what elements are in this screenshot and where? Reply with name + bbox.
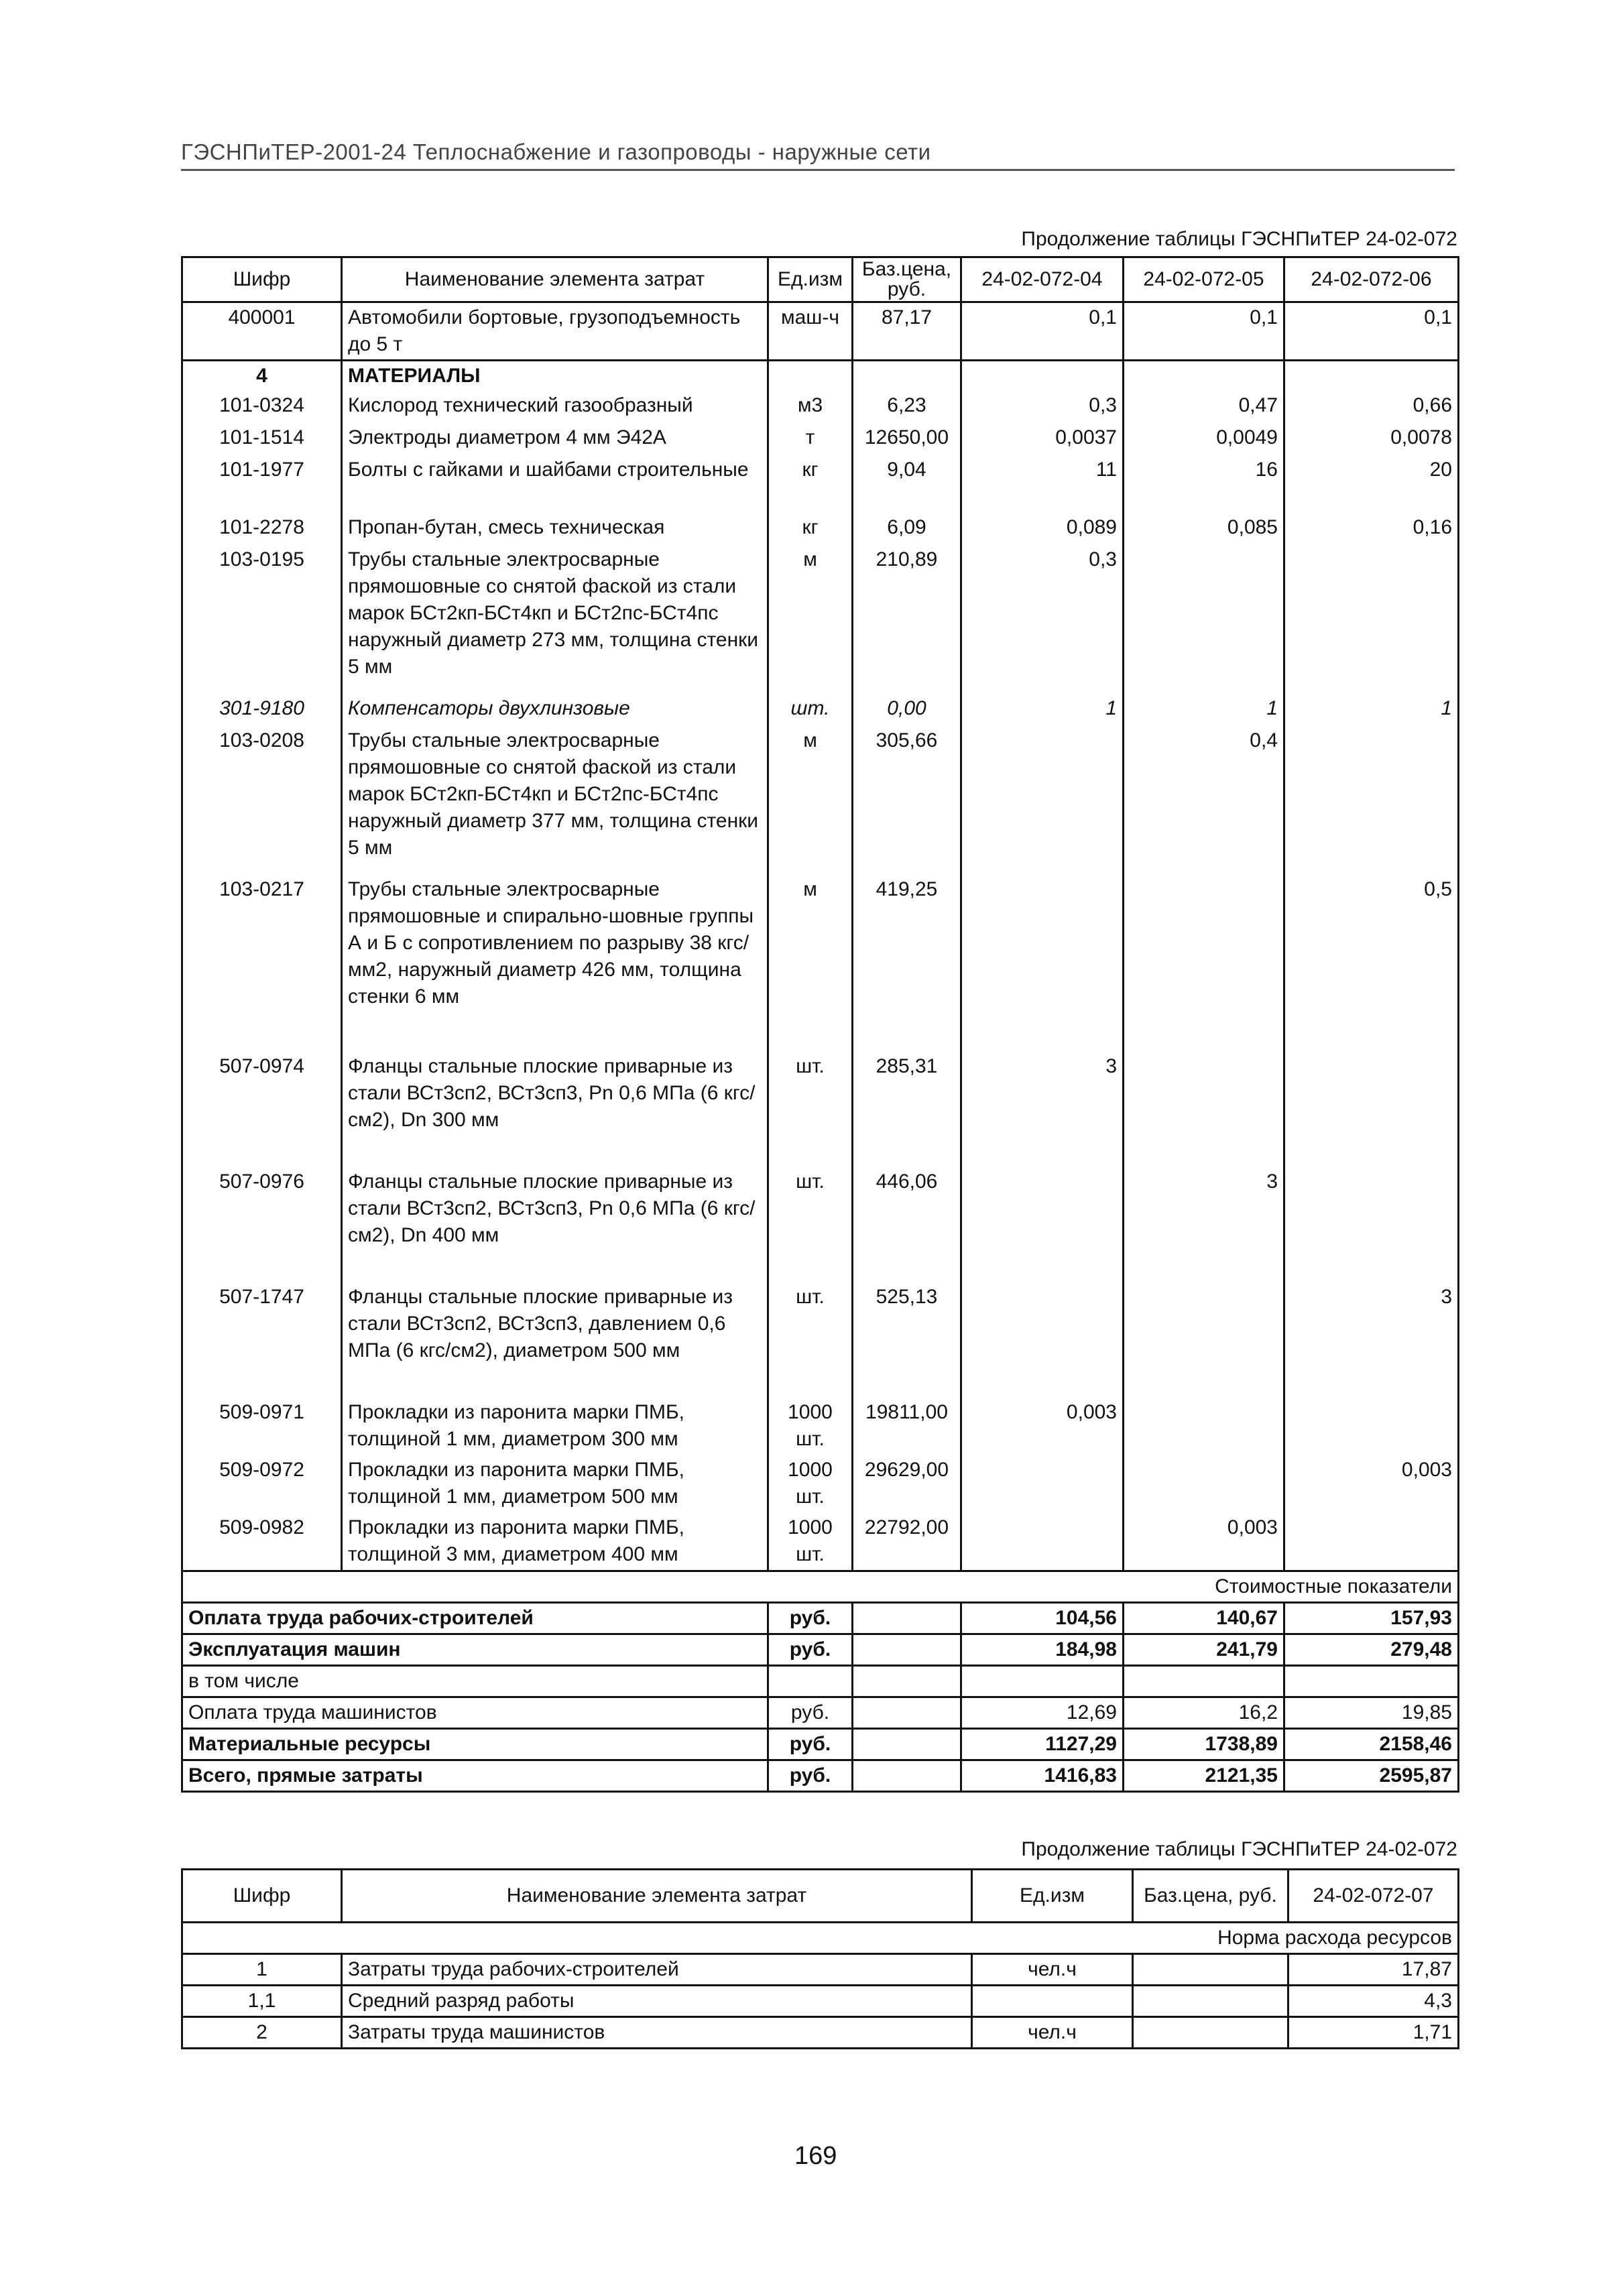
table-row [182,875,1459,1052]
cell-unit: чел.ч [972,2017,1133,2049]
summary-value-04: 104,56 [961,1602,1124,1634]
cell-name: Фланцы стальные плоские приварные из стали ВСт3сп2, ВСт3сп3, Pn 0,6 МПа (6 кгс/см2), Dn 300 мм [342,1052,768,1167]
summary-label: Оплата труда рабочих-строителей [182,1602,768,1634]
cell-name: Электроды диаметром 4 мм Э42А [342,423,768,455]
cell-value-06 [1284,1167,1459,1282]
cell-value-06 [1284,361,1459,391]
cell-code: 2 [182,2017,342,2049]
cell-value-05 [1124,1282,1284,1398]
summary-price-empty [853,1665,961,1697]
col-name: Наименование элемента затрат [342,257,768,302]
summary-unit: руб. [768,1697,853,1728]
cell-value-06: 0,003 [1284,1455,1459,1513]
summary-value-06: 19,85 [1284,1697,1459,1728]
cell-unit [972,1986,1133,2017]
cell-price: 9,04 [853,455,961,513]
cell-code: 103-0195 [182,545,342,694]
summary-row [182,1634,1459,1665]
summary-price-empty [853,1760,961,1791]
summary-value-05 [1124,1665,1284,1697]
cell-price [1133,1986,1288,2017]
cell-value-05: 1 [1124,694,1284,726]
cell-code: 101-1514 [182,423,342,455]
cell-code: 4 [182,361,342,391]
cell-name: Прокладки из паронита марки ПМБ, толщиной 1 мм, диаметром 300 мм [342,1398,768,1455]
cell-value-05: 0,1 [1124,302,1284,361]
summary-value-06: 2595,87 [1284,1760,1459,1791]
summary-price-empty [853,1697,961,1728]
cell-name: Кислород технический газообразный [342,391,768,423]
cell-unit: 1000 шт. [768,1455,853,1513]
indicators-header-row [182,1571,1459,1602]
summary-price-empty [853,1634,961,1665]
cell-name: Пропан-бутан, смесь техническая [342,513,768,545]
col-price: Баз.цена, руб. [1133,1870,1288,1923]
table-row [182,1986,1459,2017]
cell-value-04: 0,089 [961,513,1124,545]
cell-unit: кг [768,513,853,545]
cell-value-06 [1284,726,1459,875]
table-row [182,1167,1459,1282]
cell-code: 1 [182,1954,342,1986]
cell-unit: чел.ч [972,1954,1133,1986]
cell-value-05: 0,47 [1124,391,1284,423]
table-header-row [182,257,1459,302]
summary-value-06 [1284,1665,1459,1697]
table-row [182,1282,1459,1398]
col-unit: Ед.изм [972,1870,1133,1923]
summary-row [182,1697,1459,1728]
cell-value-05: 0,085 [1124,513,1284,545]
indicators-header: Стоимостные показатели [182,1571,1459,1602]
summary-row [182,1760,1459,1791]
cell-name: Трубы стальные электросварные прямошовные со снятой фаской из стали марок БСт2кп-БСт4кп и БСт2пс-БСт4пс наружный диаметр 377 мм, толщина стенки 5 мм [342,726,768,875]
cell-value-05: 0,0049 [1124,423,1284,455]
summary-value-06: 2158,46 [1284,1728,1459,1760]
table-row [182,423,1459,455]
summary-price-empty [853,1602,961,1634]
cell-code: 301-9180 [182,694,342,726]
cell-name: Болты с гайками и шайбами строительные [342,455,768,513]
table-header-row [182,1870,1459,1923]
cell-code: 400001 [182,302,342,361]
col-price: Баз.цена, руб. [853,257,961,302]
col-code: Шифр [182,1870,342,1923]
cell-value: 17,87 [1288,1954,1459,1986]
cell-name: Автомобили бортовые, грузоподъемность до 5 т [342,302,768,361]
cell-unit: 1000 шт. [768,1513,853,1571]
cell-unit: м3 [768,391,853,423]
cell-value-06 [1284,545,1459,694]
summary-value-05: 241,79 [1124,1634,1284,1665]
cell-value-05 [1124,875,1284,1052]
section-row [182,361,1459,391]
cell-value-04: 0,3 [961,391,1124,423]
summary-value-06: 279,48 [1284,1634,1459,1665]
cell-value-06 [1284,1052,1459,1167]
cell-price: 22792,00 [853,1513,961,1571]
cell-value-05 [1124,1398,1284,1455]
cell-value-04 [961,726,1124,875]
summary-unit: руб. [768,1728,853,1760]
summary-row [182,1728,1459,1760]
cell-price: 285,31 [853,1052,961,1167]
cell-value-05: 0,003 [1124,1513,1284,1571]
cell-name: Фланцы стальные плоские приварные из стали ВСт3сп2, ВСт3сп3, Pn 0,6 МПа (6 кгс/см2), Dn 400 мм [342,1167,768,1282]
cell-value-04: 11 [961,455,1124,513]
cell-value-05 [1124,1052,1284,1167]
cell-price: 305,66 [853,726,961,875]
cell-code: 101-2278 [182,513,342,545]
cell-name: Прокладки из паронита марки ПМБ, толщиной 1 мм, диаметром 500 мм [342,1455,768,1513]
table-row [182,1513,1459,1571]
cell-value-06: 3 [1284,1282,1459,1398]
table-row [182,1398,1459,1455]
cell-name: Затраты труда машинистов [342,2017,972,2049]
summary-unit: руб. [768,1602,853,1634]
cell-price [853,361,961,391]
cell-value-04: 3 [961,1052,1124,1167]
cell-value-04 [961,361,1124,391]
cell-name: Трубы стальные электросварные прямошовные и спирально-шовные группы А и Б с сопротивлением по разрыву 38 кгс/мм2, наружный диаметр 426 мм, толщина стенки 6 мм [342,875,768,1052]
cell-code: 101-0324 [182,391,342,423]
summary-label: Всего, прямые затраты [182,1760,768,1791]
summary-value-04 [961,1665,1124,1697]
cell-price: 6,23 [853,391,961,423]
col-code: Шифр [182,257,342,302]
table-row [182,455,1459,513]
summary-value-04: 1127,29 [961,1728,1124,1760]
summary-unit: руб. [768,1760,853,1791]
cell-unit: м [768,726,853,875]
col-unit: Ед.изм [768,257,853,302]
col-name: Наименование элемента затрат [342,1870,972,1923]
cell-value-06: 0,16 [1284,513,1459,545]
cell-price: 6,09 [853,513,961,545]
summary-label: в том числе [182,1665,768,1697]
labor-table [181,1868,1459,2049]
summary-unit: руб. [768,1634,853,1665]
cell-code: 103-0208 [182,726,342,875]
cell-value: 4,3 [1288,1986,1459,2017]
cell-unit: м [768,875,853,1052]
cell-value-04: 1 [961,694,1124,726]
cell-price [1133,1954,1288,1986]
cell-name: МАТЕРИАЛЫ [342,361,768,391]
table-row [182,2017,1459,2049]
cell-value-04: 0,003 [961,1398,1124,1455]
cell-value-04: 0,3 [961,545,1124,694]
cell-value-06: 20 [1284,455,1459,513]
cell-code: 509-0982 [182,1513,342,1571]
cell-name: Компенсаторы двухлинзовые [342,694,768,726]
cell-price: 29629,00 [853,1455,961,1513]
summary-row [182,1602,1459,1634]
cell-value-04 [961,875,1124,1052]
col-24-02-072-07: 24-02-072-07 [1288,1870,1459,1923]
table-row [182,1052,1459,1167]
cell-value-04 [961,1167,1124,1282]
cell-price: 0,00 [853,694,961,726]
table1-caption: Продолжение таблицы ГЭСНПиТЕР 24-02-072 [1021,228,1457,250]
cell-value-04: 0,0037 [961,423,1124,455]
cell-value-04 [961,1513,1124,1571]
cell-price: 210,89 [853,545,961,694]
cell-unit: кг [768,455,853,513]
table-row [182,1455,1459,1513]
col-24-02-072-05: 24-02-072-05 [1124,257,1284,302]
cell-unit: шт. [768,1167,853,1282]
cell-name: Средний разряд работы [342,1986,972,2017]
table-row [182,694,1459,726]
cell-code: 1,1 [182,1986,342,2017]
cell-price: 12650,00 [853,423,961,455]
cell-code: 507-0974 [182,1052,342,1167]
cell-value-06: 0,0078 [1284,423,1459,455]
cell-code: 103-0217 [182,875,342,1052]
norm-header: Норма расхода ресурсов [182,1923,1459,1954]
table2-caption: Продолжение таблицы ГЭСНПиТЕР 24-02-072 [1021,1838,1457,1860]
summary-price-empty [853,1728,961,1760]
table-row [182,545,1459,694]
table-row [182,302,1459,361]
summary-label: Материальные ресурсы [182,1728,768,1760]
cell-value-04: 0,1 [961,302,1124,361]
cell-code: 101-1977 [182,455,342,513]
col-24-02-072-06: 24-02-072-06 [1284,257,1459,302]
resource-table [181,256,1459,1793]
cell-unit: маш-ч [768,302,853,361]
cell-name: Фланцы стальные плоские приварные из стали ВСт3сп2, ВСт3сп3, давлением 0,6 МПа (6 кгс/см2), диаметром 500 мм [342,1282,768,1398]
cell-code: 507-0976 [182,1167,342,1282]
table-row [182,391,1459,423]
cell-value-04 [961,1282,1124,1398]
summary-unit [768,1665,853,1697]
cell-value-06 [1284,1398,1459,1455]
cell-price [1133,2017,1288,2049]
table-row [182,1954,1459,1986]
cell-name: Прокладки из паронита марки ПМБ, толщиной 3 мм, диаметром 400 мм [342,1513,768,1571]
summary-value-05: 16,2 [1124,1697,1284,1728]
cell-unit: т [768,423,853,455]
summary-value-05: 2121,35 [1124,1760,1284,1791]
cell-price: 419,25 [853,875,961,1052]
cell-unit: шт. [768,694,853,726]
cell-price: 446,06 [853,1167,961,1282]
cell-price: 525,13 [853,1282,961,1398]
cell-value-06: 1 [1284,694,1459,726]
cell-name: Затраты труда рабочих-строителей [342,1954,972,1986]
cell-code: 507-1747 [182,1282,342,1398]
cell-code: 509-0972 [182,1455,342,1513]
cell-unit [768,361,853,391]
summary-row [182,1665,1459,1697]
summary-value-05: 1738,89 [1124,1728,1284,1760]
cell-value-06: 0,5 [1284,875,1459,1052]
cell-code: 509-0971 [182,1398,342,1455]
cell-value-06: 0,1 [1284,302,1459,361]
cell-value-06 [1284,1513,1459,1571]
summary-label: Эксплуатация машин [182,1634,768,1665]
cell-value-05 [1124,545,1284,694]
page-number: 169 [794,2142,837,2170]
cell-price: 19811,00 [853,1398,961,1455]
table-row [182,513,1459,545]
cell-unit: м [768,545,853,694]
cell-unit: шт. [768,1052,853,1167]
summary-value-04: 1416,83 [961,1760,1124,1791]
running-header: ГЭСНПиТЕР-2001-24 Теплоснабжение и газопроводы - наружные сети [181,139,1455,171]
summary-value-05: 140,67 [1124,1602,1284,1634]
summary-value-06: 157,93 [1284,1602,1459,1634]
cell-value-05 [1124,1455,1284,1513]
cell-value-05: 0,4 [1124,726,1284,875]
cell-value-06: 0,66 [1284,391,1459,423]
cell-value: 1,71 [1288,2017,1459,2049]
col-24-02-072-04: 24-02-072-04 [961,257,1124,302]
norm-header-row [182,1923,1459,1954]
summary-value-04: 184,98 [961,1634,1124,1665]
summary-label: Оплата труда машинистов [182,1697,768,1728]
cell-value-05: 16 [1124,455,1284,513]
cell-value-04 [961,1455,1124,1513]
summary-value-04: 12,69 [961,1697,1124,1728]
table-row [182,726,1459,875]
cell-unit: 1000 шт. [768,1398,853,1455]
cell-price: 87,17 [853,302,961,361]
cell-unit: шт. [768,1282,853,1398]
cell-name: Трубы стальные электросварные прямошовные со снятой фаской из стали марок БСт2кп-БСт4кп и БСт2пс-БСт4пс наружный диаметр 273 мм, толщина стенки 5 мм [342,545,768,694]
cell-value-05 [1124,361,1284,391]
cell-value-05: 3 [1124,1167,1284,1282]
